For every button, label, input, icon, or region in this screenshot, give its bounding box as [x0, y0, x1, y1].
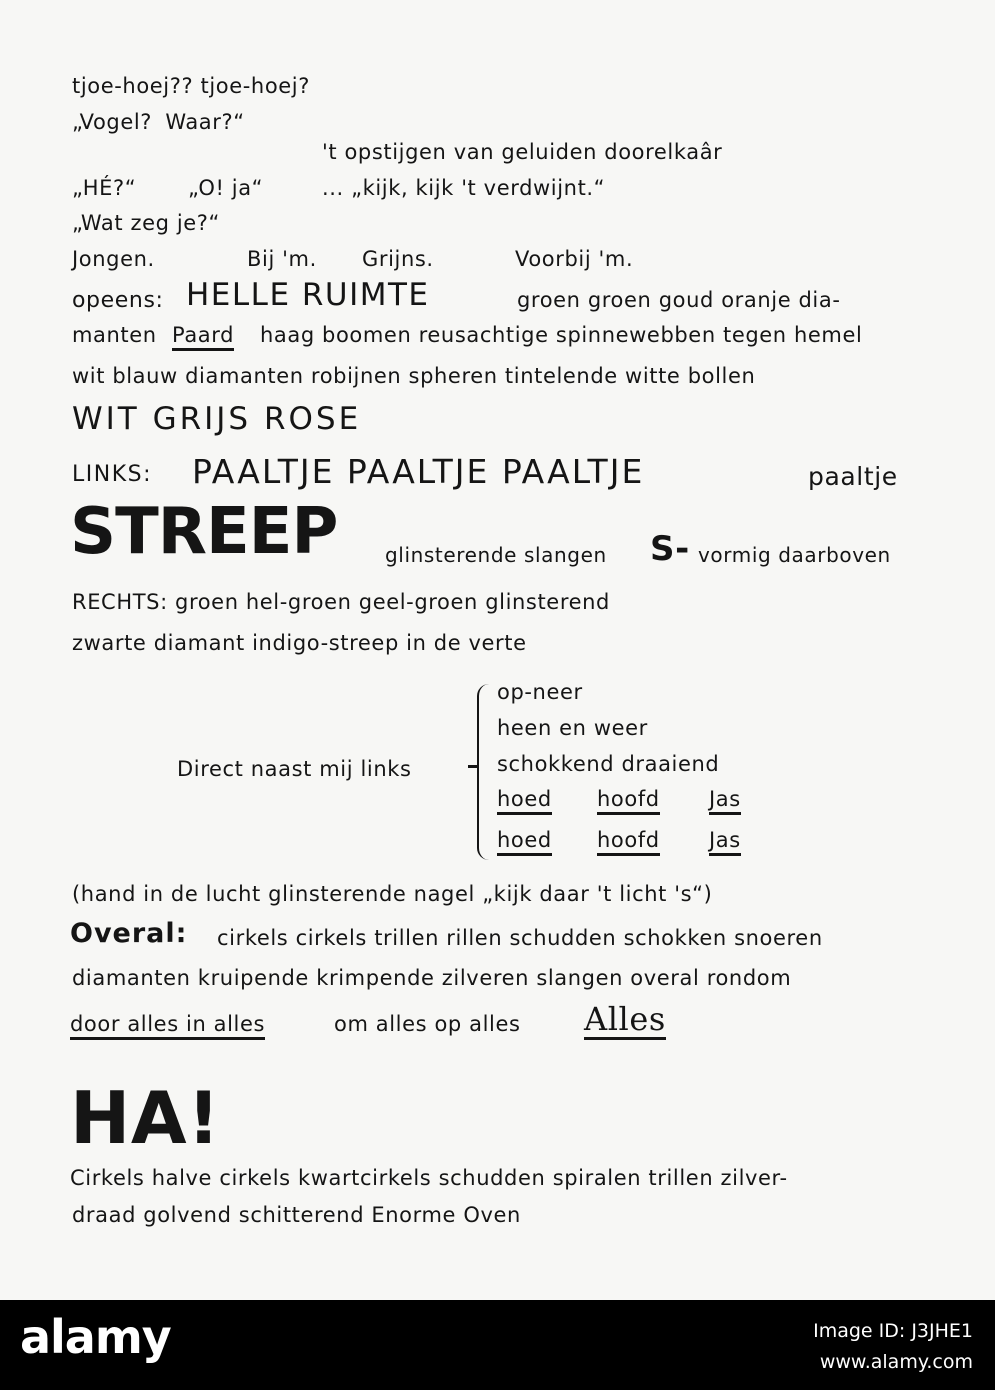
line-opstijgen: 't opstijgen van geluiden doorelkaâr	[322, 140, 723, 164]
line-hand-in-de-lucht: (hand in de lucht glinsterende nagel „kijk daar 't licht 's“)	[72, 882, 713, 906]
curly-brace-tip	[468, 765, 478, 768]
word-paard-underlined: Paard	[172, 325, 234, 351]
line-wat-zeg-je: „Wat zeg je?“	[72, 211, 221, 235]
line-manten: manten	[72, 323, 157, 347]
alamy-logo: alamy	[20, 1310, 171, 1364]
line-rechts: RECHTS: groen hel-groen geel-groen glinsterend	[72, 590, 610, 614]
line-opeens: opeens:	[72, 288, 164, 313]
line-direct-naast: Direct naast mij links	[177, 757, 412, 781]
brace-hoed-1: hoed	[497, 789, 552, 815]
site-url: www.alamy.com	[819, 1351, 973, 1373]
heading-overal: Overal:	[70, 918, 188, 949]
line-draad-golvend: draad golvend schitterend Enorme Oven	[72, 1203, 521, 1227]
letter-s: S-	[650, 529, 690, 569]
line-o-ja: „O! ja“	[188, 176, 264, 200]
line-om-alles: om alles op alles	[334, 1012, 521, 1036]
line-diamanten-kruipende: diamanten kruipende krimpende zilveren slangen overal rondom	[72, 966, 792, 990]
watermark-banner	[0, 1300, 995, 1390]
word-alles-underlined: Alles	[584, 1000, 666, 1038]
line-he: „HÉ?“	[72, 176, 137, 200]
image-id-label: Image ID: J3JHE1	[813, 1320, 973, 1342]
phrase-door-alles-underlined: door alles in alles	[70, 1014, 265, 1040]
brace-item-schokkend: schokkend draaiend	[497, 752, 720, 776]
brace-hoed-2: hoed	[497, 830, 552, 856]
heading-wit-grijs-rose: WIT GRIJS ROSE	[72, 401, 362, 437]
line-cirkels-cirkels: cirkels cirkels trillen rillen schudden schokken snoeren	[217, 926, 823, 950]
line-vormig-daarboven: vormig daarboven	[698, 543, 891, 567]
curly-brace	[477, 684, 489, 860]
line-bij-m: Bij 'm.	[247, 247, 317, 271]
heading-ha: HA!	[70, 1076, 221, 1160]
line-grijns: Grijns.	[362, 247, 434, 271]
line-links: LINKS:	[72, 462, 153, 487]
line-cirkels-halve: Cirkels halve cirkels kwartcirkels schudden spiralen trillen zilver-	[70, 1166, 788, 1190]
line-haag-boomen: haag boomen reusachtige spinnewebben tegen hemel	[260, 323, 863, 347]
heading-paaltje: PAALTJE PAALTJE PAALTJE	[192, 452, 645, 491]
line-tjoe-hoej: tjoe-hoej?? tjoe-hoej?	[72, 74, 310, 98]
line-vogel-waar: „Vogel? Waar?“	[72, 110, 245, 134]
line-groen-goud: groen groen goud oranje dia-	[517, 288, 841, 312]
brace-item-heen-en-weer: heen en weer	[497, 716, 648, 740]
line-zwarte-diamant: zwarte diamant indigo-streep in de verte	[72, 631, 527, 655]
heading-helle-ruimte: HELLE RUIMTE	[186, 277, 430, 313]
brace-item-op-neer: op-neer	[497, 680, 583, 704]
line-kijk-verdwijnt: ... „kijk, kijk 't verdwijnt.“	[322, 176, 606, 200]
heading-streep: STREEP	[70, 495, 338, 569]
brace-jas-1: Jas	[709, 789, 741, 815]
line-jongen: Jongen.	[72, 247, 155, 271]
brace-hoofd-2: hoofd	[597, 830, 660, 856]
word-paaltje: paaltje	[808, 462, 898, 491]
line-wit-blauw: wit blauw diamanten robijnen spheren tintelende witte bollen	[72, 364, 756, 388]
brace-hoofd-1: hoofd	[597, 789, 660, 815]
line-voorbij-m: Voorbij 'm.	[515, 247, 634, 271]
line-glinsterende-slangen: glinsterende slangen	[385, 543, 607, 567]
brace-jas-2: Jas	[709, 830, 741, 856]
